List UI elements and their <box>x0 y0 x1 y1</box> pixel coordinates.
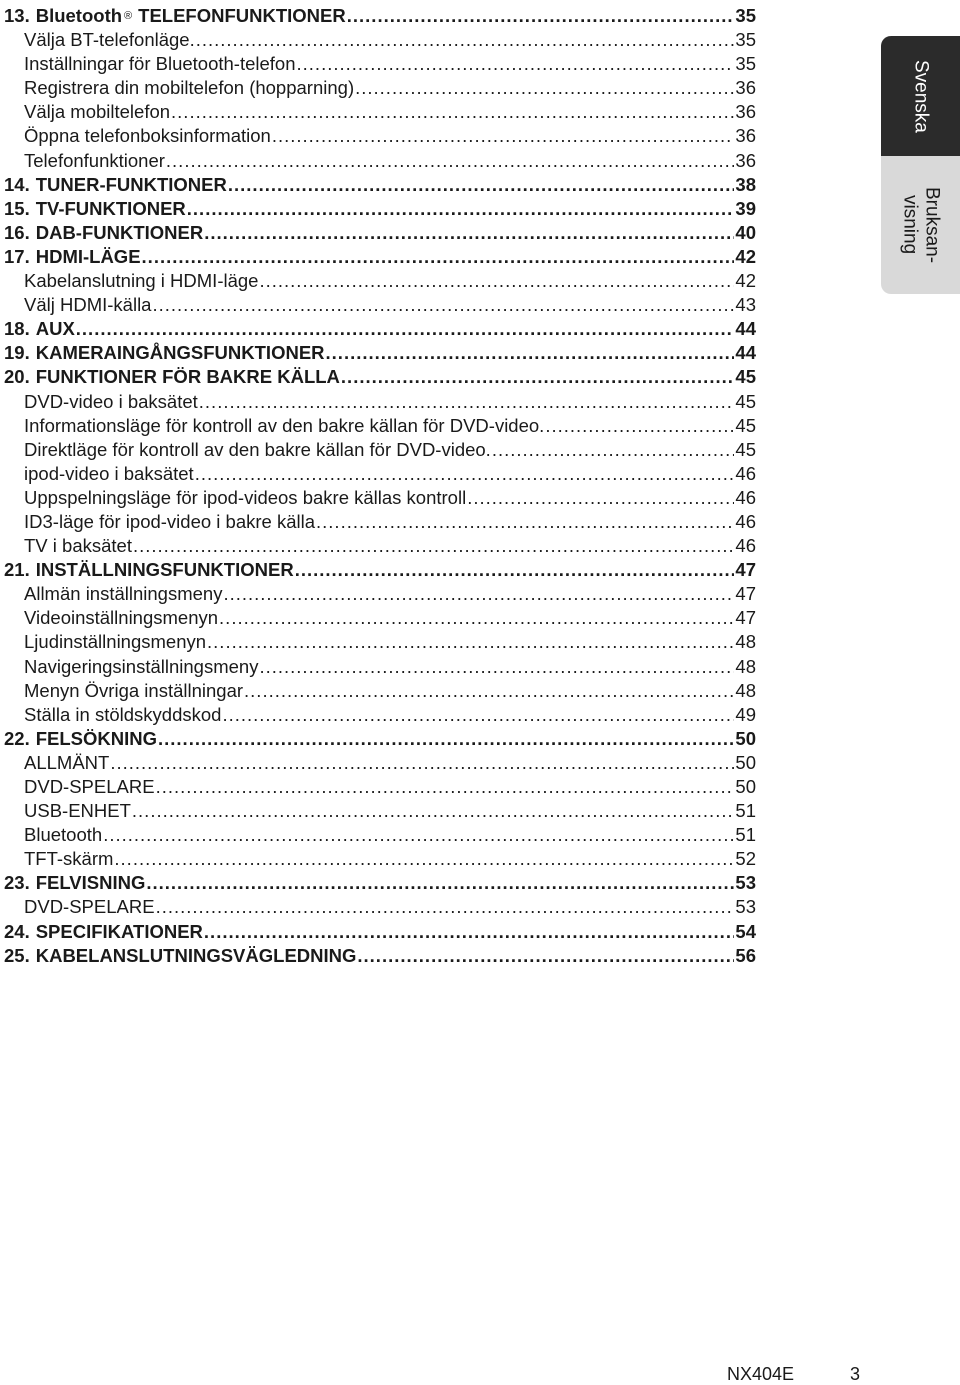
toc-sub-entry[interactable] <box>4 486 756 510</box>
dot-leader <box>347 4 735 28</box>
toc-section-entry[interactable] <box>4 944 756 968</box>
toc-entry-title: KABELANSLUTNINGSVÄGLEDNING <box>35 944 357 966</box>
toc-entry-page: 40 <box>735 221 756 243</box>
toc-entry-page: 44 <box>735 342 756 364</box>
toc-entry-number: 19. <box>4 342 30 364</box>
toc-entry-page: 47 <box>735 583 756 605</box>
toc-section-entry[interactable] <box>4 221 756 245</box>
toc-entry-page: 39 <box>735 197 756 219</box>
dot-leader <box>76 317 735 341</box>
dot-leader <box>316 510 734 534</box>
toc-entry-number: 14. <box>4 173 30 195</box>
toc-section-entry[interactable] <box>4 197 756 221</box>
toc-sub-entry[interactable] <box>4 510 756 534</box>
toc-entry-page: 50 <box>735 727 756 749</box>
toc-entry-title: AUX <box>35 318 75 340</box>
toc-entry-page: 43 <box>735 294 756 316</box>
toc-sub-entry[interactable] <box>4 703 756 727</box>
dot-leader <box>228 173 735 197</box>
toc-entry-page: 47 <box>735 607 756 629</box>
dot-leader <box>152 293 734 317</box>
guide-tab[interactable] <box>881 156 960 294</box>
toc-entry-page: 35 <box>735 29 756 51</box>
dot-leader <box>259 269 734 293</box>
toc-entry-title: TV-FUNKTIONER <box>35 197 186 219</box>
toc-sub-entry[interactable] <box>4 414 756 438</box>
toc-entry-title: Direktläge för kontroll av den bakre källan för DVD-video. <box>24 438 491 460</box>
dot-leader <box>207 630 734 654</box>
toc-entry-page: 53 <box>735 896 756 918</box>
toc-entry-title: Inställningar för Bluetooth-telefon <box>24 53 296 75</box>
toc-sub-entry[interactable] <box>4 775 756 799</box>
toc-entry-title: Allmän inställningsmeny <box>24 583 223 605</box>
toc-entry-title: TUNER-FUNKTIONER <box>35 173 227 195</box>
toc-entry-page: 48 <box>735 679 756 701</box>
dot-leader <box>223 582 734 606</box>
toc-sub-entry[interactable] <box>4 655 756 679</box>
toc-entry-page: 36 <box>735 77 756 99</box>
toc-entry-title: Bluetooth <box>35 5 123 26</box>
toc-entry-title: FELSÖKNING <box>35 727 157 749</box>
toc-entry-page: 35 <box>735 53 756 75</box>
toc-entry-title: INSTÄLLNINGSFUNKTIONER <box>35 559 294 581</box>
toc-entry-page: 46 <box>735 510 756 532</box>
dot-leader <box>199 390 735 414</box>
toc-sub-entry[interactable] <box>4 630 756 654</box>
dot-leader <box>142 245 735 269</box>
toc-entry-page: 54 <box>735 920 756 942</box>
toc-entry-page: 50 <box>735 776 756 797</box>
toc-entry-page: 46 <box>735 535 756 557</box>
dot-leader <box>156 895 735 919</box>
toc-section-entry[interactable] <box>4 4 756 28</box>
dot-leader <box>545 414 734 438</box>
dot-leader <box>272 124 735 148</box>
toc-entry-page: 36 <box>735 125 756 147</box>
guide-tab-label: Bruksan- visning <box>899 186 943 264</box>
toc-section-entry[interactable] <box>4 920 756 944</box>
toc-entry-title: Bluetooth <box>24 824 103 846</box>
dot-leader <box>166 149 735 173</box>
toc-entry-number: 20. <box>4 366 30 388</box>
toc-entry-title: DVD-SPELARE <box>24 896 155 918</box>
toc-entry-page: 53 <box>735 872 756 894</box>
toc-entry-page: 51 <box>735 824 756 846</box>
dot-leader <box>158 727 734 751</box>
footer-page-number: 3 <box>850 1364 861 1384</box>
dot-leader <box>244 679 734 703</box>
toc-entry-number: 24. <box>4 920 30 942</box>
dot-leader <box>341 365 735 389</box>
toc-entry-title: DVD-SPELARE <box>24 776 155 797</box>
toc-entry-title: Menyn Övriga inställningar <box>24 679 244 701</box>
toc-entry-page: 45 <box>735 366 756 388</box>
dot-leader <box>204 221 734 245</box>
dot-leader <box>219 606 734 630</box>
dot-leader <box>295 558 735 582</box>
toc-entry-page: 46 <box>735 462 756 484</box>
dot-leader <box>297 52 735 76</box>
dot-leader <box>156 775 735 799</box>
toc-entry-page: 56 <box>735 944 756 966</box>
toc-entry-number: 21. <box>4 559 30 581</box>
toc-section-entry[interactable] <box>4 341 756 365</box>
toc-sub-entry[interactable] <box>4 76 756 100</box>
toc-entry-title: ALLMÄNT <box>24 751 110 773</box>
toc-entry-page: 45 <box>735 438 756 460</box>
toc-entry-number: 25. <box>4 944 30 966</box>
toc-entry-title-rest: TELEFONFUNKTIONER <box>138 5 346 26</box>
toc-entry-page: 45 <box>735 414 756 436</box>
language-tab[interactable] <box>881 36 960 156</box>
toc-sub-entry[interactable] <box>4 100 756 124</box>
dot-leader <box>110 751 734 775</box>
toc-entry-title: Uppspelningsläge för ipod-videos bakre källas kontroll <box>24 486 467 508</box>
toc-sub-entry[interactable] <box>4 823 756 847</box>
toc-entry-page: 52 <box>735 848 756 870</box>
toc-entry-page: 47 <box>735 559 756 581</box>
toc-sub-entry[interactable] <box>4 847 756 871</box>
toc-entry-page: 45 <box>735 390 756 412</box>
toc-sub-entry[interactable] <box>4 52 756 76</box>
toc-sub-entry[interactable] <box>4 269 756 293</box>
toc-entry-title: Informationsläge för kontroll av den bakre källan för DVD-video. <box>24 414 545 436</box>
toc-entry-title: Videoinställningsmenyn <box>24 607 219 629</box>
toc-entry-title: Kabelanslutning i HDMI-läge <box>24 270 259 292</box>
toc-entry-title: ID3-läge för ipod-video i bakre källa <box>24 510 316 532</box>
toc-entry-title: Registrera din mobiltelefon (hopparning) <box>24 77 355 99</box>
toc-entry-title: Telefonfunktioner <box>24 149 165 171</box>
toc-section-entry[interactable] <box>4 558 756 582</box>
toc-entry-title: FELVISNING <box>35 872 146 894</box>
toc-entry-title: ipod-video i baksätet <box>24 462 194 484</box>
toc-entry-title: SPECIFIKATIONER <box>35 920 203 942</box>
toc-entry-number: 13. <box>4 5 30 26</box>
toc-sub-entry[interactable] <box>4 390 756 414</box>
toc-entry-title: HDMI-LÄGE <box>35 245 141 267</box>
toc-sub-entry[interactable] <box>4 751 756 775</box>
dot-leader <box>196 28 735 52</box>
toc-entry-page: 42 <box>735 270 756 292</box>
toc-entry-title: TV i baksätet <box>24 535 132 557</box>
dot-leader <box>357 944 734 968</box>
toc-sub-entry[interactable] <box>4 149 756 173</box>
footer-model: NX404E <box>727 1364 795 1384</box>
toc-entry-title: Öppna telefonboksinformation <box>24 125 271 147</box>
toc-entry-title: Ställa in stöldskyddskod <box>24 703 222 725</box>
toc-section-entry[interactable] <box>4 871 756 895</box>
toc-entry-title: Välja mobiltelefon <box>24 101 171 123</box>
toc-entry-number: 15. <box>4 197 30 219</box>
dot-leader <box>355 76 734 100</box>
toc-entry-title: Navigeringsinställningsmeny <box>24 655 259 677</box>
toc-sub-entry[interactable] <box>4 293 756 317</box>
toc-sub-entry[interactable] <box>4 582 756 606</box>
toc-entry-page: 50 <box>735 751 756 773</box>
dot-leader <box>114 847 734 871</box>
toc-entry-number: 22. <box>4 727 30 749</box>
toc-section-entry[interactable] <box>4 365 756 389</box>
toc-section-entry[interactable] <box>4 317 756 341</box>
toc-entry-page: 49 <box>735 703 756 725</box>
toc-sub-entry[interactable] <box>4 679 756 703</box>
dot-leader <box>103 823 734 847</box>
toc-entry-title: FUNKTIONER FÖR BAKRE KÄLLA <box>35 366 340 388</box>
toc-sub-entry[interactable] <box>4 895 756 919</box>
toc-entry-title: Välj HDMI-källa <box>24 294 152 316</box>
side-tabs <box>881 36 960 294</box>
toc-entry-page: 35 <box>735 5 756 26</box>
toc-sub-entry[interactable] <box>4 438 756 462</box>
toc-entry-page: 46 <box>735 486 756 508</box>
toc-entry-number: 23. <box>4 872 30 894</box>
toc-sub-entry[interactable] <box>4 28 756 52</box>
toc-sub-entry[interactable] <box>4 606 756 630</box>
table-of-contents <box>4 4 756 968</box>
dot-leader <box>204 920 735 944</box>
toc-sub-entry[interactable] <box>4 534 756 558</box>
toc-entry-page: 38 <box>735 173 756 195</box>
toc-sub-entry[interactable] <box>4 799 756 823</box>
toc-section-entry[interactable] <box>4 727 756 751</box>
dot-leader <box>133 534 734 558</box>
dot-leader <box>132 799 735 823</box>
toc-entry-title: DAB-FUNKTIONER <box>35 221 204 243</box>
dot-leader <box>326 341 735 365</box>
toc-entry-page: 48 <box>735 655 756 677</box>
registered-mark: ® <box>124 10 133 22</box>
toc-entry-page: 36 <box>735 149 756 171</box>
toc-entry-title: USB-ENHET <box>24 800 131 822</box>
toc-entry-page: 51 <box>735 800 756 822</box>
toc-entry-title: Välja BT-telefonläge. <box>24 29 195 51</box>
language-tab-label: Svenska <box>910 59 932 133</box>
toc-entry-page: 48 <box>735 631 756 653</box>
dot-leader <box>187 197 735 221</box>
toc-entry-title: KAMERAINGÅNGSFUNKTIONER <box>35 342 325 364</box>
dot-leader <box>467 486 734 510</box>
toc-entry-number: 16. <box>4 221 30 243</box>
toc-entry-number: 17. <box>4 245 30 267</box>
toc-entry-number: 18. <box>4 318 30 340</box>
dot-leader <box>146 871 734 895</box>
toc-entry-page: 44 <box>735 318 756 340</box>
toc-entry-title: Ljudinställningsmenyn <box>24 631 207 653</box>
dot-leader <box>195 462 735 486</box>
toc-section-entry[interactable] <box>4 173 756 197</box>
toc-section-entry[interactable] <box>4 245 756 269</box>
dot-leader <box>492 438 735 462</box>
toc-entry-title: TFT-skärm <box>24 848 114 870</box>
toc-sub-entry[interactable] <box>4 462 756 486</box>
dot-leader <box>259 655 734 679</box>
toc-sub-entry[interactable] <box>4 124 756 148</box>
toc-entry-page: 42 <box>735 245 756 267</box>
dot-leader <box>222 703 734 727</box>
dot-leader <box>171 100 734 124</box>
toc-entry-page: 36 <box>735 101 756 123</box>
toc-entry-title: DVD-video i baksätet <box>24 390 198 412</box>
